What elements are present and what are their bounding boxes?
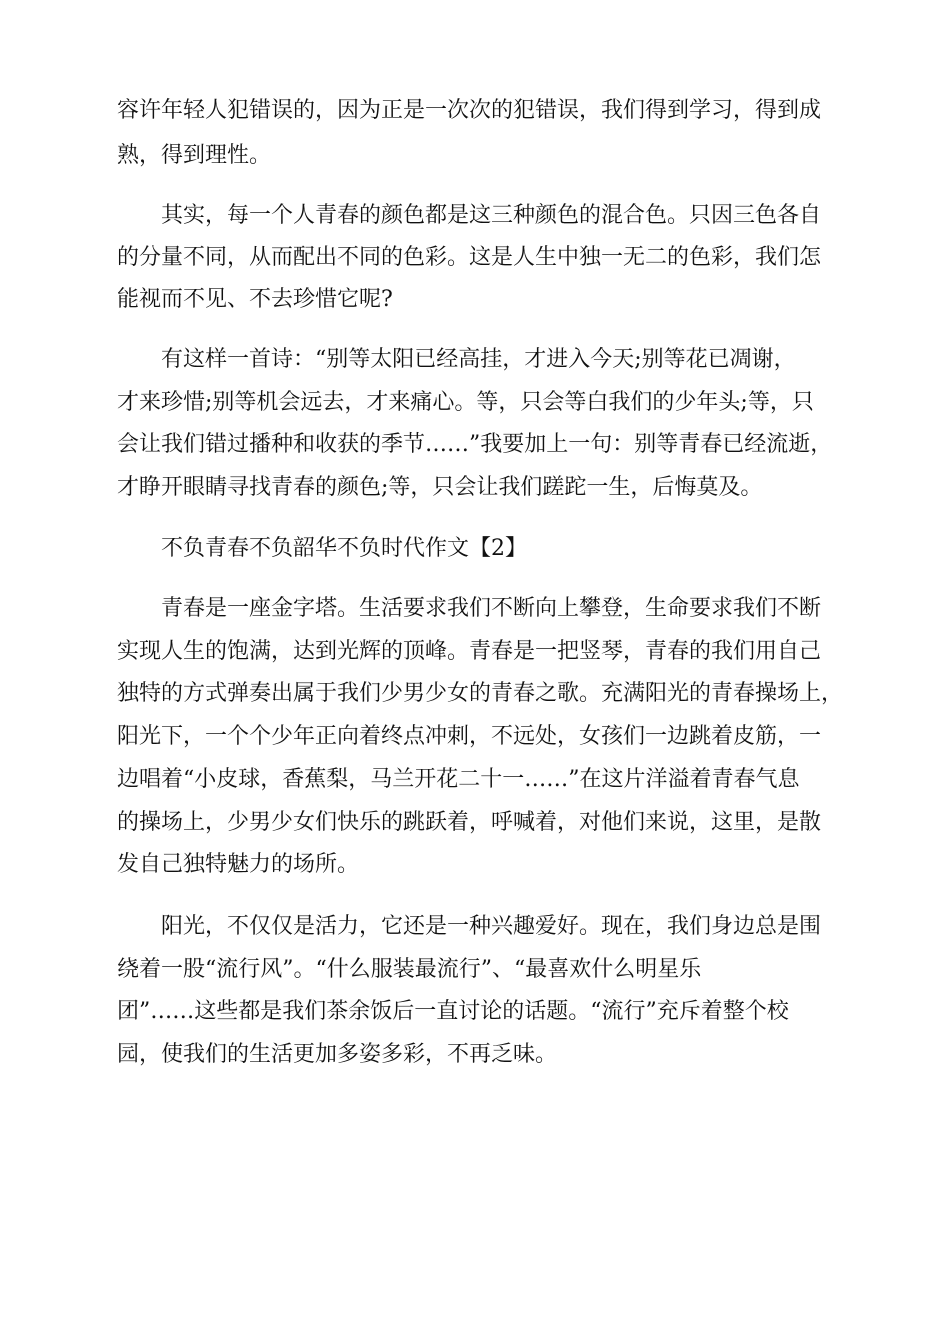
text-line: 才睁开眼睛寻找青春的颜色;等，只会让我们蹉跎一生，后悔莫及。	[117, 475, 763, 500]
text-line: 绕着一股“流行风”。“什么服装最流行”、“最喜欢什么明星乐	[117, 957, 702, 982]
text-line: 青春是一座金字塔。生活要求我们不断向上攀登，生命要求我们不断	[161, 596, 822, 621]
text-line: 能视而不见、不去珍惜它呢?	[117, 287, 393, 312]
text-line: 的操场上，少男少女们快乐的跳跃着，呼喊着，对他们来说，这里，是散	[117, 810, 822, 835]
text-line: 才来珍惜;别等机会远去，才来痛心。等，只会等白我们的少年头;等，只	[117, 390, 814, 415]
text-line: 独特的方式弹奏出属于我们少男少女的青春之歌。充满阳光的青春操场上，	[117, 681, 844, 706]
text-line: 会让我们错过播种和收获的季节……”我要加上一句：别等青春已经流逝，	[117, 432, 833, 457]
text-line: 容许年轻人犯错误的，因为正是一次次的犯错误，我们得到学习，得到成	[117, 98, 822, 123]
text-line: 发自己独特魅力的场所。	[117, 852, 360, 877]
text-line: 实现人生的饱满，达到光辉的顶峰。青春是一把竖琴，青春的我们用自己	[117, 639, 822, 664]
section-heading: 不负青春不负韶华不负时代作文【2】	[161, 536, 527, 561]
text-line: 边唱着“小皮球，香蕉梨，马兰开花二十一……”在这片洋溢着青春气息	[117, 767, 800, 792]
text-line: 阳光下，一个个少年正向着终点冲刺，不远处，女孩们一边跳着皮筋，一	[117, 724, 822, 749]
text-line: 团”……这些都是我们茶余饭后一直讨论的话题。“流行”充斥着整个校	[117, 999, 789, 1024]
text-line: 的分量不同，从而配出不同的色彩。这是人生中独一无二的色彩，我们怎	[117, 245, 822, 270]
text-line: 园，使我们的生活更加多姿多彩，不再乏味。	[117, 1042, 558, 1067]
text-line: 有这样一首诗：“别等太阳已经高挂，才进入今天;别等花已凋谢，	[161, 347, 796, 372]
text-line: 其实，每一个人青春的颜色都是这三种颜色的混合色。只因三色各自	[161, 203, 822, 228]
text-line: 阳光，不仅仅是活力，它还是一种兴趣爱好。现在，我们身边总是围	[161, 914, 822, 939]
text-line: 熟，得到理性。	[117, 143, 272, 168]
